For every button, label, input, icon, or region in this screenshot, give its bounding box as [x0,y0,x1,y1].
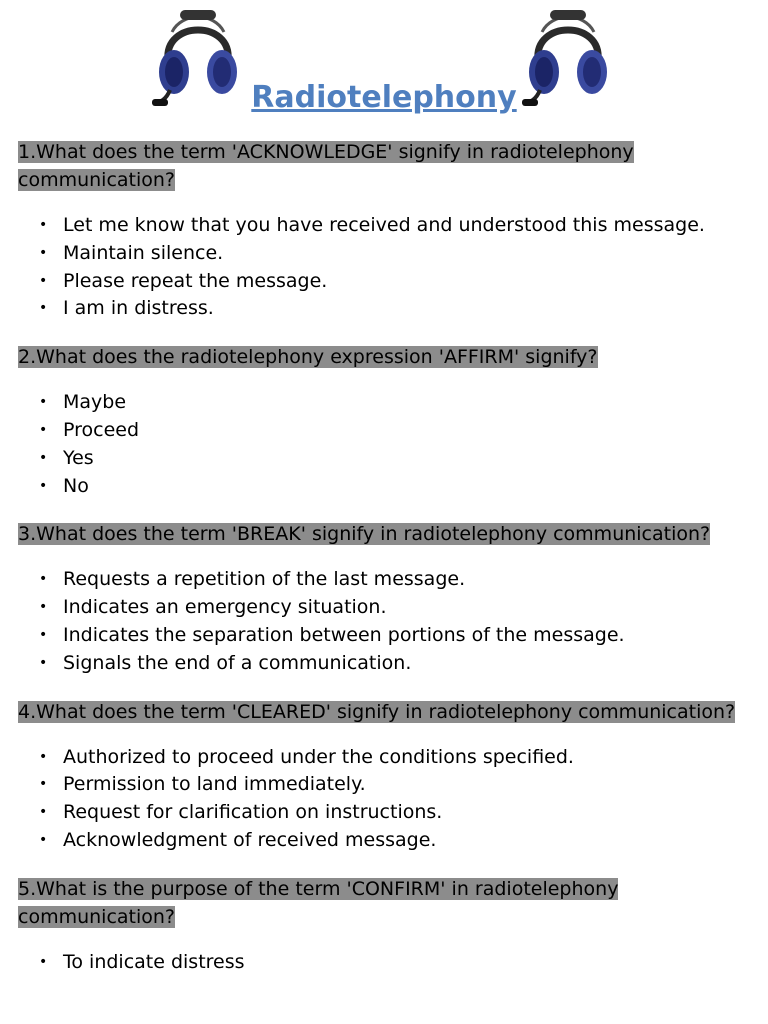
answer-option [39,295,753,323]
bullet-icon: • [39,804,48,821]
question-text: 5.What is the purpose of the term 'CONFIRM' in radiotelephony communication? [18,877,619,928]
quiz-content [18,138,753,997]
answer-text: Permission to land immediately. [63,773,366,796]
bullet-icon: • [39,654,48,671]
answer-text: Maybe [63,391,127,414]
answer-text: Requests a repetition of the last message. [63,568,466,591]
page-title[interactable]: Radiotelephony [251,80,517,115]
answer-options [18,212,753,323]
answer-option [39,799,753,827]
bullet-icon: • [39,831,48,848]
bullet-icon: • [39,421,48,438]
answer-text: Acknowledgment of received message. [63,828,437,851]
question-text: 2.What does the radiotelephony expression 'AFFIRM' signify? [18,346,598,369]
answer-option [39,417,753,445]
question-block [18,343,753,500]
question-heading [18,138,753,194]
answer-text: To indicate distress [63,950,245,973]
answer-text: Maintain silence. [63,241,224,264]
answer-text: Let me know that you have received and understood this message. [63,214,705,236]
answer-option [39,240,753,268]
answer-text: Indicates an emergency situation. [63,596,387,619]
question-block [18,698,753,855]
bullet-icon: • [39,300,48,317]
answer-options [18,949,753,977]
answer-text: Signals the end of a communication. [63,651,412,674]
answer-option [39,771,753,799]
answer-option [39,268,753,296]
question-heading [18,875,753,931]
bullet-icon: • [39,272,48,289]
question-block [18,520,753,677]
answer-option [39,650,753,678]
bullet-icon: • [39,217,48,233]
answer-text: Please repeat the message. [63,269,328,292]
answer-options [18,566,753,677]
question-heading [18,520,753,548]
answer-text: Proceed [63,418,140,441]
answer-option [39,744,753,772]
question-block [18,875,753,977]
question-text: 3.What does the term 'BREAK' signify in radiotelephony communication? [18,523,711,546]
answer-options [18,389,753,500]
bullet-icon: • [39,626,48,643]
question-text: 4.What does the term 'CLEARED' signify in radiotelephony communication? [18,700,736,723]
question-heading [18,698,753,726]
answer-text: Authorized to proceed under the conditions specified. [63,745,574,768]
answer-text: I am in distress. [63,297,214,320]
answer-text: Request for clarification on instructions. [63,801,443,824]
question-text: 1.What does the term 'ACKNOWLEDGE' signify in radiotelephony communication? [18,141,634,191]
answer-option [39,212,753,240]
answer-option [39,473,753,501]
answer-options [18,744,753,855]
answer-option [39,445,753,473]
bullet-icon: • [39,394,48,411]
page-header [0,0,768,120]
answer-text: Indicates the separation between portions of the message. [63,623,625,646]
bullet-icon: • [39,477,48,494]
answer-text: Yes [63,446,94,469]
answer-option [39,389,753,417]
answer-option [39,949,753,977]
bullet-icon: • [39,599,48,616]
question-heading [18,343,753,371]
bullet-icon: • [39,776,48,793]
answer-option [39,566,753,594]
question-block [18,138,753,323]
bullet-icon: • [39,953,48,970]
answer-option [39,622,753,650]
answer-option [39,827,753,855]
bullet-icon: • [39,748,48,765]
answer-option [39,594,753,622]
bullet-icon: • [39,571,48,588]
bullet-icon: • [39,244,48,261]
bullet-icon: • [39,449,48,466]
answer-text: No [63,474,89,497]
